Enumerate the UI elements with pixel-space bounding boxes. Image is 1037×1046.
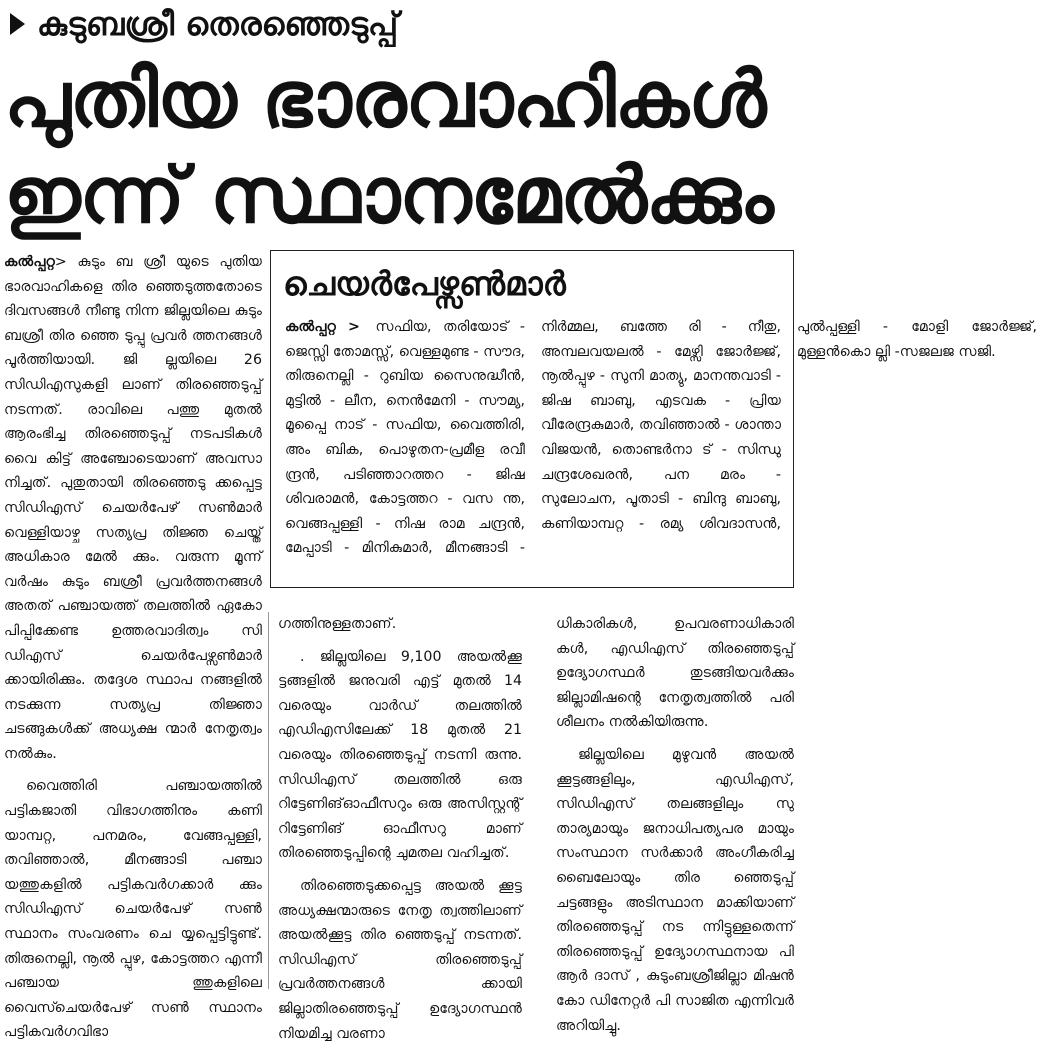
kicker-text: കുടുബശ്രീ തെരഞ്ഞെടുപ്പ് <box>37 4 399 43</box>
col3-paragraph-2: ജില്ലയിലെ മുഴുവൻ അയൽ ക്കൂട്ടങ്ങളിലും, എഡിഎസ്, സിഡിഎസ് തലങ്ങളിലും സു താര്യമായും ജനാധിപത്യപര മായും സംസ്ഥാന സർക്കാർ അംഗീകരിച്ച ബൈലോയും തിര ഞ്ഞെടുപ്പ് ചട്ടങ്ങളും അടിസ്ഥാന മാക്കിയാണ് തിരഞ്ഞെടുപ്പ് നട ന്നിട്ടുള്ളതെന്ന് തിരഞ്ഞെടുപ്പ് ഉദ്യോഗസ്ഥനായ പി ആർ ദാസ് , കുടുംബശ്രീജില്ലാ മിഷൻ കോ ഡിനേറ്റർ പി സാജിത എന്നിവർ അറിയിച്ചു. <box>556 746 794 1034</box>
col2-paragraph-2: . ജില്ലയിലെ 9,100 അയൽക്കൂ ട്ടങ്ങളിൽ ജനുവരി എട്ട് മുതൽ 14 വരെയും വാർഡ് തലത്തിൽ എഡിഎസിലേക്ക് 18 മുതൽ 21 വരെയും തിരഞ്ഞെടുപ്പ് നടന്നി രുന്നു. സിഡിഎസ് തലത്തിൽ ഒരു റിട്ടേണിങ്ഓഫീസറും ഒരു അസിസ്റ്റന്റ് റിട്ടേണിങ് ഓഫീസറു മാണ് തിരഞ്ഞെടുപ്പിന്റെ ചുമതല വഹിച്ചത്. <box>278 648 522 862</box>
col2-paragraph-1: ഗത്തിനുള്ളതാണ്. <box>278 616 397 632</box>
column-rule <box>268 612 269 989</box>
dateline-arrow: > <box>54 254 67 270</box>
lead-paragraph-2: വൈത്തിരി പഞ്ചായത്തിൽ പട്ടികജാതി വിഭാഗത്തിനും കണി യാമ്പറ്റ, പനമരം, വേങ്ങപ്പള്ളി, തവിഞ്ഞാൽ, മീനങ്ങാടി പഞ്ചാ യത്തുകളിൽ പട്ടികവർഗക്കാർ ക്കും സിഡിഎസ് ചെയർപേഴ് സൺ സ്ഥാനം സംവരണം ചെ യ്യപ്പെട്ടിട്ടുണ്ട്. തിരുനെല്ലി, നൂൽ പ്പുഴ, കോട്ടത്തറ എന്നീ പഞ്ചായ ത്തുകളിലെ വൈസ്ചെയർപേഴ് സൺ സ്ഥാനം പട്ടികവർഗവിഭാ <box>4 778 262 1041</box>
headline-line-1: പുതിയ ഭാരവാഹികൾ <box>4 55 766 145</box>
lead-paragraph-1-text: കുടും ബ ശ്രീ യുടെ പുതിയ ഭാരവാഹികളെ തിര ഞ്ഞെടുത്തതോടെ ദിവസങ്ങൾ നീണ്ടു നിന്ന ജില്ലയിലെ കുടും ബശ്രീ തിര ഞ്ഞെ ടുപ്പു പ്രവർ ത്തനങ്ങൾ പൂർത്തിയായി. ജി ല്ലയിലെ 26 സിഡിഎസുകളി ലാണ് തിരഞ്ഞെടുപ്പ് നടന്നത്. രാവിലെ പത്തു മുതൽ ആരംഭിച്ച തിരഞ്ഞെടുപ്പ് നടപടികൾ വൈ കിട്ട് അഞ്ചോടെയാണ് അവസാ നിച്ചത്. പുതുതായി തിരഞ്ഞെടു ക്കപ്പെട്ട സിഡിഎസ് ചെയർപേഴ് സൺമാർ വെള്ളിയാഴ്ച സത്യപ്ര തിജ്ഞ ചെയ്ത് അധികാര മേൽ ക്കും. വരുന്ന മൂന്ന് വർഷം കുടും ബശ്രീ പ്രവർത്തനങ്ങൾ അതത് പഞ്ചായത്ത് തലത്തിൽ ഏകോ പിപ്പിക്കേണ്ട ഉത്തരവാദിത്വം സി ഡിഎസ് ചെയർപേഴ്സൺമാർ ക്കായിരിക്കും. തദ്ദേശ സ്ഥാപ നങ്ങളിൽ നടക്കുന്ന സത്യപ്ര തിജ്ഞാ ചടങ്ങുകൾക്ക് അധ്യക്ഷ ന്മാർ നേതൃത്വം നൽകും. <box>4 254 262 762</box>
box-body <box>285 315 1037 583</box>
box-dateline: കൽപ്പറ്റ > <box>285 319 360 335</box>
headline-line-2: ഇന്ന് സ്ഥാനമേൽക്കും <box>4 151 773 241</box>
dateline: കൽപ്പറ്റ <box>4 254 55 270</box>
lead-column <box>4 250 262 1041</box>
chairpersons-box <box>270 250 1037 588</box>
lead-paragraph-1 <box>4 250 262 766</box>
col3-paragraph-1: ധികാരികൾ, ഉപവരണാധികാരി കൾ, എഡിഎസ് തിരഞ്ഞെടുപ്പ് ഉദ്യോഗസ്ഥർ തുടങ്ങിയവർക്കും ജില്ലാമിഷന്റെ നേതൃത്വത്തിൽ പരി ശീലനം നൽകിയിരുന്നു. <box>556 616 794 731</box>
triangle-bullet-icon <box>10 13 25 35</box>
box-body-text: സഫിയ, തരിയോട് - ജെസ്സി തോമസ്സ്, വെള്ളമുണ്ട - സൗദ, തിരുനെല്ലി - റുബിയ സൈനുദ്ധീൻ, മുട്ടിൽ - ലീന, നെൻമേനി - സൗമ്യ, മൂപ്പൈ നാട് - സഫിയ, വൈത്തിരി, അം ബിക, പൊഴുതന-പ്രമീള രവീ ന്ദ്രൻ, പടിഞ്ഞാറത്തറ - ജിഷ ശിവരാമൻ, കോട്ടത്തറ - വസ ന്ത, വെങ്ങപ്പള്ളി - നിഷ രാമ ചന്ദ്രൻ, മേപ്പാടി - മിനികുമാർ, മീനങ്ങാടി - നിർമ്മല, ബത്തേ രി - നീതു, അമ്പലവയലൽ - മേഴ്സി ജോർജ്ജ്, നൂൽപ്പുഴ - സുനി മാത്യു, മാനന്തവാടി - ജിഷ ബാബു, എടവക - പ്രിയ വീരേന്ദ്രകുമാർ, തവിഞ്ഞാൽ - ശാന്താ വിജയൻ, തൊണ്ടർനാ ട് - സിന്ധു ചന്ദ്രശേഖരൻ, പന മരം - സുലോചന, പൂതാടി - ബിന്ദു ബാബു, കണിയാമ്പറ്റ - രമ്യ ശിവദാസൻ, പുൽപ്പള്ളി - മോളി ജോർജ്ജ്, മുള്ളൻകൊ ല്ലി -സജലജ സജി. <box>285 319 1037 557</box>
article-column-3 <box>556 612 794 1034</box>
article-column-2 <box>278 612 522 1042</box>
box-title: ചെയർപേഴ്സൺമാർ <box>283 264 566 303</box>
section-kicker <box>4 4 398 44</box>
col2-paragraph-3: തിരഞ്ഞെടുക്കപ്പെട്ട അയൽ ക്കൂട്ട അധ്യക്ഷന്മാരുടെ നേതൃ ത്വത്തിലാണ് അയൽക്കൂട്ട തിര ഞ്ഞെടുപ്പ് നടന്നത്. സിഡിഎസ് തിരഞ്ഞെടുപ്പ് പ്രവർത്തനങ്ങൾ ക്കായി ജില്ലാതിരഞ്ഞെടുപ്പ് ഉദ്യോഗസ്ഥൻ നിയമിച്ച വരണാ <box>278 877 522 1042</box>
